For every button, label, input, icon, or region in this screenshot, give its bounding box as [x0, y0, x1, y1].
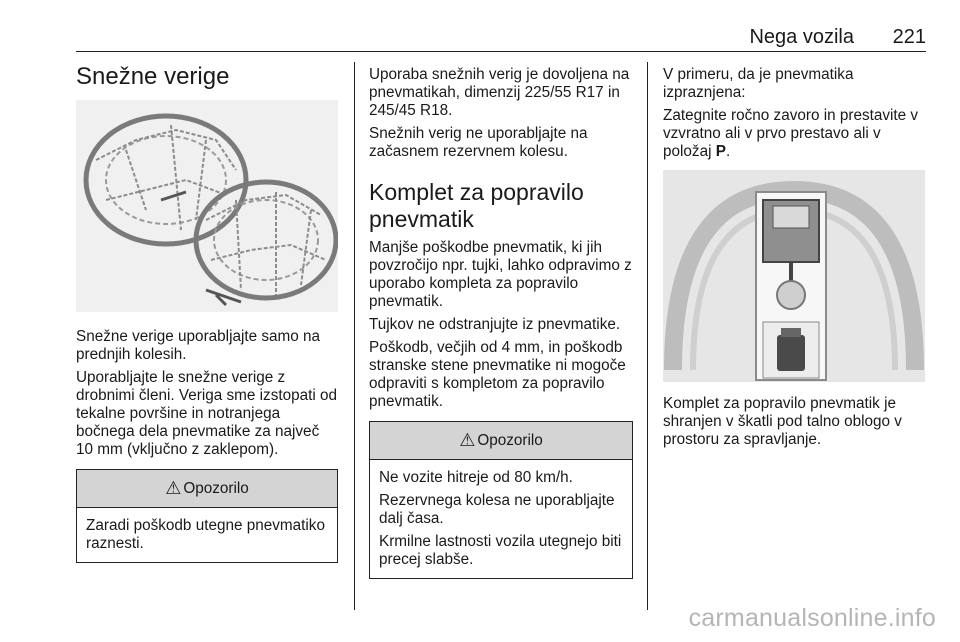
warning-text: Rezervnega kolesa ne uporabljajte dalj časa. [379, 492, 615, 527]
paragraph: Zategnite ročno zavoro in prestavite v vzvratno ali v prvo prestavo ali v položaj P. [663, 107, 919, 160]
warning-text: Zaradi poškodb utegne pnevmatiko raznesti. [86, 517, 325, 552]
paragraph: Manjše poškodbe pnevmatik, ki jih povzročijo npr. tujki, lahko odpravimo z uporabo kompleta za popravilo pnevmatik. [369, 239, 632, 310]
column-3 [663, 66, 928, 454]
paragraph: Komplet za popravilo pnevmatik je shranjen v škatli pod talno oblogo v prostoru za spravljanje. [663, 395, 902, 448]
paragraph: Tujkov ne odstranjujte iz pnevmatike. [369, 316, 621, 333]
warning-text: Ne vozite hitreje od 80 km/h. [379, 469, 573, 486]
warning-box [76, 469, 338, 563]
paragraph: Poškodb, večjih od 4 mm, in poškodb stranske stene pnevmatike ni mogoče odpraviti s kompletom za popravilo pnevmatik. [369, 339, 626, 410]
tire-repair-kit-illustration [663, 170, 925, 382]
warning-text: Krmilne lastnosti vozila utegnejo biti precej slabše. [379, 533, 622, 568]
column-divider [354, 62, 355, 610]
watermark: carmanualsonline.info [688, 604, 936, 632]
warning-box [369, 421, 633, 579]
warning-title: Opozorilo [183, 479, 249, 497]
section-heading: Komplet za popravilo pnevmatik [369, 179, 584, 232]
paragraph: Uporabljajte le snežne verige z drobnimi členi. Veriga sme izstopati od tekalne površine in notranjega bočnega dela pnevmatike za največ 10 mm (vključno z zaklepom). [76, 369, 338, 458]
page-number: 221 [892, 26, 926, 48]
section-heading: Snežne verige [76, 63, 230, 90]
snow-chains-illustration [76, 100, 338, 312]
warning-triangle-icon: ⚠ [459, 430, 476, 450]
warning-title: Opozorilo [477, 431, 543, 449]
warning-body [370, 460, 632, 578]
column-divider [647, 62, 648, 610]
page-header [76, 24, 926, 52]
warning-body [77, 508, 337, 562]
warning-header [370, 422, 632, 460]
paragraph: Uporaba snežnih verig je dovoljena na pnevmatikah, dimenzij 225/55 R17 in 245/45 R18. [369, 66, 630, 119]
column-2 [369, 66, 633, 579]
gear-position: P [715, 143, 726, 160]
column-1 [76, 62, 338, 563]
warning-triangle-icon: ⚠ [165, 478, 182, 498]
section-title: Nega vozila [749, 26, 854, 48]
paragraph: Snežnih verig ne uporabljajte na začasnem rezervnem kolesu. [369, 125, 588, 160]
paragraph: Snežne verige uporabljajte samo na prednjih kolesih. [76, 328, 321, 363]
warning-header [77, 470, 337, 508]
paragraph: V primeru, da je pnevmatika izpraznjena: [663, 66, 854, 101]
